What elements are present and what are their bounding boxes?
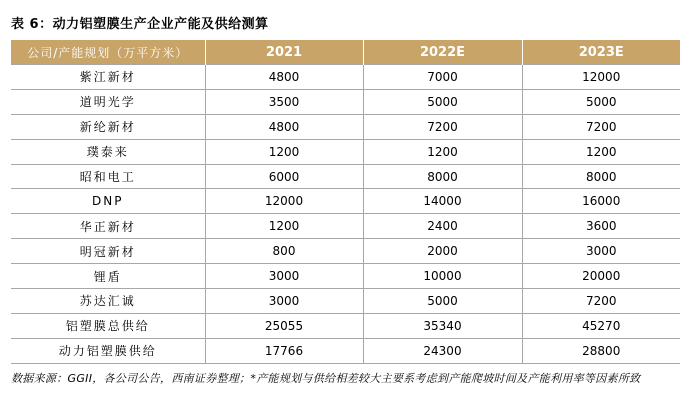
company-cell: 铝塑膜总供给: [11, 313, 205, 338]
table-row: [11, 164, 680, 189]
value-2023e-cell: 28800: [522, 338, 680, 363]
value-2022e-cell: 10000: [363, 264, 522, 289]
company-cell: 苏达汇诚: [11, 289, 205, 314]
value-2023e-cell: 3600: [522, 214, 680, 239]
table-row: [11, 65, 680, 90]
value-2021-cell: 3500: [205, 89, 363, 114]
value-2022e-cell: 14000: [363, 189, 522, 214]
value-2021-cell: 4800: [205, 65, 363, 90]
value-2021-cell: 6000: [205, 164, 363, 189]
value-2022e-cell: 2000: [363, 239, 522, 264]
table-row: [11, 264, 680, 289]
value-2021-cell: 1200: [205, 139, 363, 164]
value-2022e-cell: 35340: [363, 313, 522, 338]
table-row: [11, 139, 680, 164]
company-cell: 明冠新材: [11, 239, 205, 264]
table-row: [11, 214, 680, 239]
company-cell: 华正新材: [11, 214, 205, 239]
company-cell: 动力铝塑膜供给: [11, 338, 205, 363]
company-cell: DNP: [11, 189, 205, 214]
company-cell: 璞泰来: [11, 139, 205, 164]
value-2021-cell: 4800: [205, 114, 363, 139]
table-body: [11, 65, 680, 364]
table-row: [11, 114, 680, 139]
value-2023e-cell: 8000: [522, 164, 680, 189]
value-2023e-cell: 45270: [522, 313, 680, 338]
header-company: 公司/产能规划（万平方米）: [11, 40, 205, 65]
value-2022e-cell: 5000: [363, 89, 522, 114]
header-2021: 2021: [205, 40, 363, 65]
value-2022e-cell: 8000: [363, 164, 522, 189]
table-row: [11, 289, 680, 314]
value-2021-cell: 12000: [205, 189, 363, 214]
company-cell: 道明光学: [11, 89, 205, 114]
value-2021-cell: 3000: [205, 289, 363, 314]
source-note: 数据来源：GGII，各公司公告，西南证券整理；*产能规划与供给相差较大主要系考虑到产能爬坡时间及产能利用率等因素所致: [11, 372, 641, 385]
value-2021-cell: 800: [205, 239, 363, 264]
value-2023e-cell: 7200: [522, 289, 680, 314]
table-row: [11, 313, 680, 338]
value-2021-cell: 25055: [205, 313, 363, 338]
value-2022e-cell: 7000: [363, 65, 522, 90]
value-2021-cell: 3000: [205, 264, 363, 289]
table-header-row: [11, 40, 680, 65]
value-2023e-cell: 3000: [522, 239, 680, 264]
company-cell: 昭和电工: [11, 164, 205, 189]
table-row: [11, 239, 680, 264]
value-2023e-cell: 7200: [522, 114, 680, 139]
company-cell: 紫江新材: [11, 65, 205, 90]
value-2022e-cell: 7200: [363, 114, 522, 139]
value-2023e-cell: 20000: [522, 264, 680, 289]
header-2022e: 2022E: [363, 40, 522, 65]
value-2023e-cell: 12000: [522, 65, 680, 90]
company-cell: 新纶新材: [11, 114, 205, 139]
table-row: [11, 189, 680, 214]
value-2022e-cell: 5000: [363, 289, 522, 314]
value-2022e-cell: 2400: [363, 214, 522, 239]
capacity-table: [11, 40, 680, 364]
header-2023e: 2023E: [522, 40, 680, 65]
value-2022e-cell: 1200: [363, 139, 522, 164]
table-row: [11, 89, 680, 114]
company-cell: 锂盾: [11, 264, 205, 289]
value-2023e-cell: 1200: [522, 139, 680, 164]
table-title: 表 6：动力铝塑膜生产企业产能及供给测算: [11, 17, 269, 32]
value-2022e-cell: 24300: [363, 338, 522, 363]
value-2021-cell: 17766: [205, 338, 363, 363]
value-2023e-cell: 16000: [522, 189, 680, 214]
value-2021-cell: 1200: [205, 214, 363, 239]
table-row: [11, 338, 680, 363]
value-2023e-cell: 5000: [522, 89, 680, 114]
